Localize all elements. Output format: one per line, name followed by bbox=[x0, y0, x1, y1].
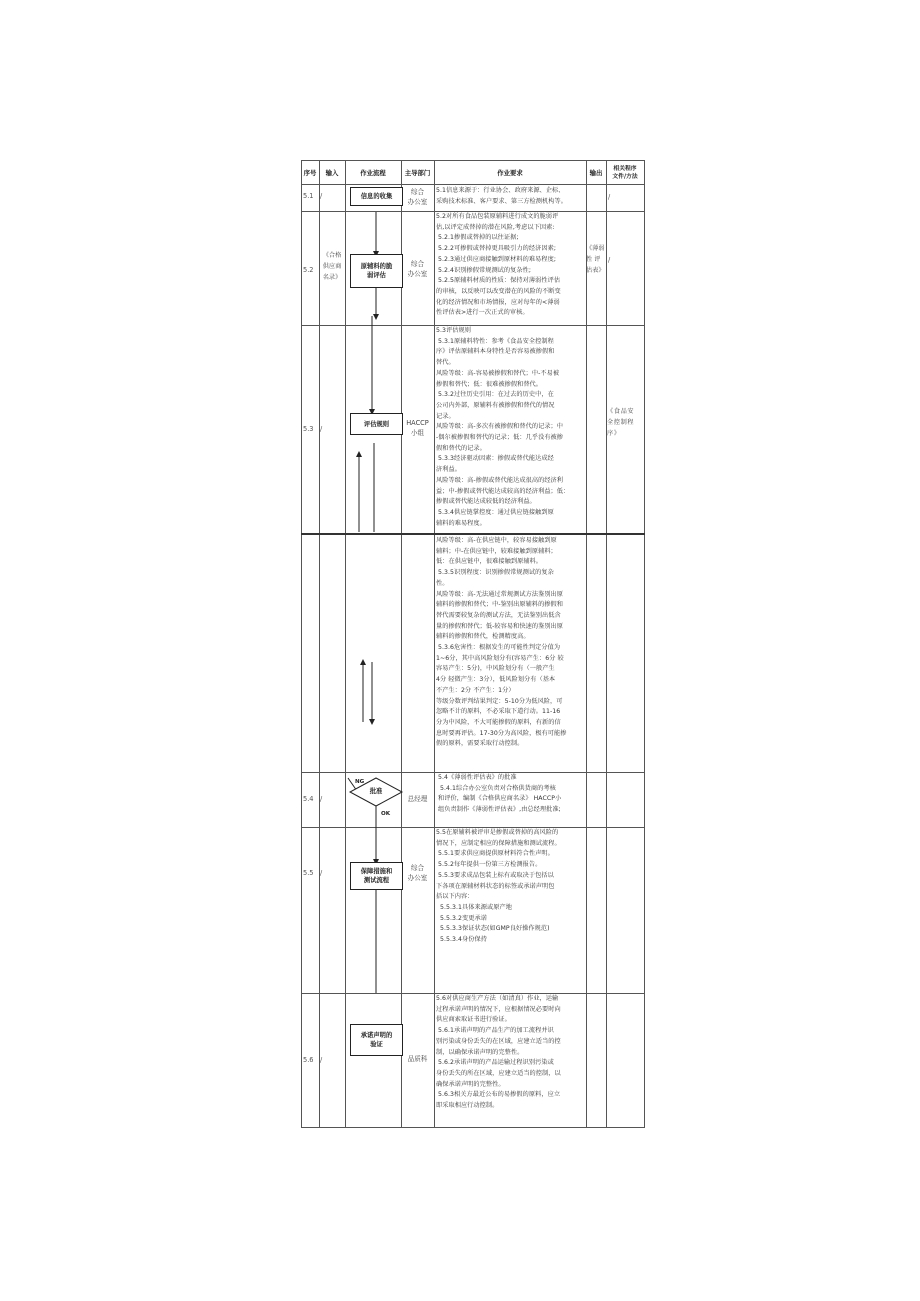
row-input-slash: / bbox=[320, 869, 323, 877]
header-requirements: 作业要求 bbox=[497, 168, 523, 177]
row-input-slash: / bbox=[320, 425, 323, 433]
ng-label: NG bbox=[355, 779, 365, 785]
row-input-slash: / bbox=[320, 1056, 323, 1064]
flow-box-safeguards-testing: 保障措施和 测试流程 bbox=[350, 862, 403, 890]
row-dept: 品质科 bbox=[407, 1055, 428, 1063]
header-seq: 序号 bbox=[303, 168, 317, 177]
procedure-table bbox=[301, 160, 645, 1128]
row-seq: 5.1 bbox=[303, 192, 314, 200]
row-requirements-continued: 风险等级：高-在供应链中，较容易接触到原 辅料；中-在供应链中，较难接触到原辅料； 低：在供应链中，很难接触到原辅料。 5.3.5识别程度：识别掺假常规测试的复杂 性。 风险等级：高-无法通过常规测试方法鉴别出原 辅料的掺假和替代；中-鉴别出原辅料的掺假和 替代需要较复杂的测试方法，无法鉴别出低含 量的掺假和替代；低-较容易和快速的鉴别出原 辅料的掺假和替代，检测精度高。 5.3.6危害性：根据发生的可能性判定分值为 1~6分，其中高风险划分有(容易产生：6分 较 容易产生：5分)，中风险划分有（一般产生 4分 轻微产生：3分），低风险划分有（基本 不产生：2分 不产生：1分） 等级分数评判结果判定：5-10分为低风险，可 忽略不计的原料，不必采取下道行动。11-16 分为中风险，不大可能掺假的原料，有新的信 息时要再评估。17-30分为高风险，极有可能掺 假的原料，需要采取行动控制。 bbox=[436, 537, 567, 748]
row-seq: 5.2 bbox=[303, 266, 314, 274]
row-dept: 综合 办公室 bbox=[407, 864, 428, 882]
row-dept: 总经理 bbox=[407, 795, 428, 803]
flow-box-vulnerability-assessment: 原辅料的脆 弱评估 bbox=[350, 254, 403, 288]
row-input-slash: / bbox=[320, 192, 323, 200]
row-output: 《薄弱 性 评 估表》 bbox=[586, 245, 605, 274]
row-requirements: 5.2对所有食品包装原辅料进行成文的脆弱评 估,以评定成替掉的潜在风险,考虑以下因素: 5.2.1掺假或替掉的以往证据; 5.2.2可掺假或替掉更具吸引力的经济因素; 5.2.3通过供应商接触到原材料的难易程度; 5.2.4识别掺假常规测试的复杂性; 5.2.5原辅料材质的性质：保持对薄弱性评估 的审核，以反映可以改变潜在的风险的不断变 化的经济情况和市场情报，应对每年的<薄弱 性评估表>进行一次正式的审核。 bbox=[436, 213, 561, 317]
ok-label: OK bbox=[381, 811, 391, 817]
header-dept: 主导部门 bbox=[404, 168, 431, 177]
row-dept: 综合 办公室 bbox=[407, 188, 428, 206]
row-requirements: 5.6对供应商生产方法（如清真）作业，运输 过程承诺声明的情况下，应根据情况必要时向 供应商索取证书进行验证。 5.6.1承诺声明的产品生产的加工流程并识 别污染或身份丢失的在区域，应建立适当的控 制，以确保承诺声明的完整性。 5.6.2承诺声明的产品运输过程识别污染或 身份丢失的所在区域，应建立适当的控制，以 确保承诺声明的完整性。 5.6.3相关方最近公布的易掺假的原料，应立 即采取相应行动控制。 bbox=[436, 995, 561, 1110]
flowchart-connectors bbox=[301, 160, 645, 1128]
flow-box-assessment-rules: 评估规则 bbox=[350, 413, 403, 435]
header-input: 输入 bbox=[325, 168, 339, 177]
decision-approve-label: 批准 bbox=[369, 788, 383, 795]
header-flow: 作业流程 bbox=[360, 168, 386, 177]
row-docs: / bbox=[608, 256, 611, 264]
row-docs: 《食品安 全控制程 序》 bbox=[607, 408, 635, 437]
row-seq: 5.5 bbox=[303, 869, 314, 877]
flow-box-info-collection: 信息的收集 bbox=[350, 187, 403, 206]
row-seq: 5.3 bbox=[303, 425, 314, 433]
row-input: 《合格 供应商 名录》 bbox=[322, 252, 342, 281]
header-related-docs: 相关程序 文件/方法 bbox=[612, 165, 638, 180]
row-docs: / bbox=[608, 193, 611, 201]
row-input-slash: / bbox=[320, 795, 323, 803]
row-seq: 5.4 bbox=[303, 795, 314, 803]
header-output: 输出 bbox=[589, 168, 603, 177]
row-requirements: 5.4《薄弱性评估表》的批准 5.4.1综合办公室负责对合格供货商的考核 和评价，编制《合格供应商名录》 HACCP小 组负责制作《薄弱性评估表》,由总经理批准; bbox=[438, 774, 562, 814]
row-requirements: 5.1信息来源于：行业协会、政府来源、企标、 采购技术标准、客户要求、第三方检测机构等。 bbox=[436, 187, 567, 205]
row-seq: 5.6 bbox=[303, 1056, 314, 1064]
row-dept: 综合 办公室 bbox=[407, 260, 428, 278]
row-requirements: 5.3评估规则 5.3.1原辅料特性：参考《食品安全控制程 序》评估原辅料本身特性是否容易被掺假和 替代。 风险等级：高-容易被掺假和替代；中-不易被 掺假和替代；低：很难被掺假和替代。 5.3.2过往历史引用：在过去的历史中，在 公司内外部，原辅料有被掺假和替代的情况 记录。 风险等级：高-多次有被掺假和替代的记录；中 -偶尔被掺假和替代的记录；低：几乎没有被掺 假和替代的记录。 5.3.3经济驱动因素：掺假或替代能达成经 济利益。 风险等级：高-掺假或替代能达成很高的经济利 益；中-掺假或替代能达成较高的经济利益；低： 掺假或替代能达成较低的经济利益。 5.3.4供应链掌控度：通过供应链接触到原 辅料的难易程度。 bbox=[436, 327, 570, 527]
row-requirements: 5.5在原辅料被评审是掺假或替掉的高风险的 情况下，应制定相应的保障措施和测试流程。 5.5.1要求供应商提供原材料符合性声明。 5.5.2每年提供一份第三方检测报告。 5.5.3要求成品包装上标有或取决于包括以 下各项在原辅材料状态的标签或承诺声明包 括以下内容： 5.5.3.1具体来源或原产地 5.5.3.2变更承诺 5.5.3.3保证状态(如GMP良好操作规范) 5.5.3.4身份保持 bbox=[436, 829, 561, 944]
flow-box-claim-verification: 承诺声明的 验证 bbox=[350, 1024, 403, 1056]
row-dept: HACCP 小组 bbox=[406, 419, 429, 437]
